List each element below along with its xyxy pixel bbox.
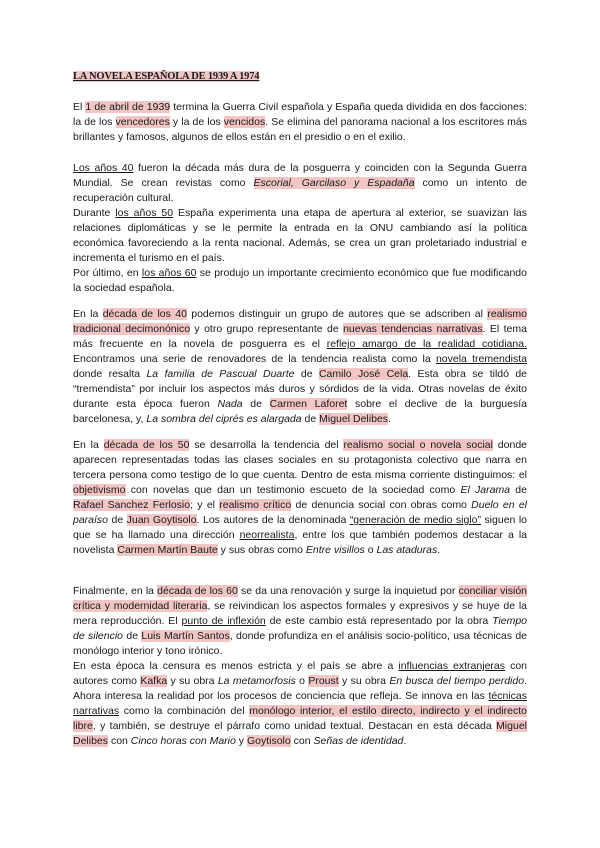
paragraph-50s: Durante los años 50 España experimenta una etapa de apertura al exterior, se suavizan las relaciones diplomáticas y se le permite la entrada en la ONU cambiando así la política económica favoreciendo a la renta nacional. Además, se crea un gran proletariado industrial e incrementa el turismo en el país. — [73, 207, 527, 264]
paragraph-60s-influencias: En esta época la censura es menos estricta y el país se abre a influencias extranjeras con autores como Kafka y su obra La metamorfosis o Proust y su obra En busca del tiempo perdido. Ahora interesa la realidad por los procesos de conciencia que refleja. Se innova en las técnicas narrativas como la combinación del monólogo interior, el estilo directo, indirecto y el indirecto libre, y también, se destruye el párrafo como unidad textual. Destacan en esta década Miguel Delibes con Cinco horas con Mario y Goytisolo con Señas de identidad. — [73, 660, 527, 747]
paragraph-context — [73, 161, 527, 296]
paragraph-60s: Por último, en los años 60 se produjo un importante crecimiento económico que fue modificando la sociedad española. — [73, 267, 527, 294]
document-title: LA NOVELA ESPAÑOLA DE 1939 A 1974 — [73, 71, 260, 82]
paragraph-decada-50: En la década de los 50 se desarrolla la tendencia del realismo social o novela social donde aparecen representadas todas las clases sociales en su protagonista colectivo que narra en tercera persona como testigo de lo que cuenta. Dentro de esta misma corriente distinguimos: el objetivismo con novelas que dan un testimonio escueto de la sociedad como El Jarama de Rafael Sanchez Ferlosio; y el realismo crítico de denuncia social con obras como Duelo en el paraíso de Juan Goytisolo. Los autores de la denominada “generación de medio siglo” siguen lo que se ha llamado una dirección neorrealista, entre los que también podemos destacar a la novelista Carmen Martín Baute y sus obras como Entre visillos o Las ataduras. — [73, 439, 528, 556]
paragraph-decada-60 — [73, 584, 527, 749]
paragraph-1939: El 1 de abril de 1939 termina la Guerra Civil española y España queda dividida en dos facciones: la de los vencedores y la de los vencidos. Se elimina del panorama nacional a los escritores más brillantes y famosos, algunos de ellos están en el presidio o en el exilio. — [73, 101, 527, 143]
paragraph-60s-renovacion: Finalmente, en la década de los 60 se da una renovación y surge la inquietud por conciliar visión crítica y modernidad literaria, se reivindican los aspectos formales y expresivos y se huye de la mera reproducción. El punto de inflexión de este cambio está representado por la obra Tiempo de silencio de Luis Martín Santos, donde profundiza en el análisis socio-político, usa técnicas de monólogo interior y tono irónico. — [73, 585, 528, 657]
paragraph-decada-40: En la década de los 40 podemos distinguir un grupo de autores que se adscriben al realismo tradicional decimonónico y otro grupo representante de nuevas tendencias narrativas. El tema más frecuente en la novela de posguerra es el reflejo amargo de la realidad cotidiana. Encontramos una serie de renovadores de la tendencia realista como la novela tremendista donde resalta La familia de Pascual Duarte de Camilo José Cela. Esta obra se tildó de “tremendista” por incluir los aspectos más duros y sórdidos de la vida. Otras novelas de éxito durante esta época fueron Nada de Carmen Laforet sobre el declive de la burguesía barcelonesa, y, La sombra del ciprés es alargada de Miguel Delibes. — [73, 308, 528, 425]
paragraph-40s: Los años 40 fueron la década más dura de la posguerra y coinciden con la Segunda Guerra Mundial. Se crean revistas como Escorial, Garcilaso y Espadaña como un intento de recuperación cultural. — [73, 162, 527, 204]
